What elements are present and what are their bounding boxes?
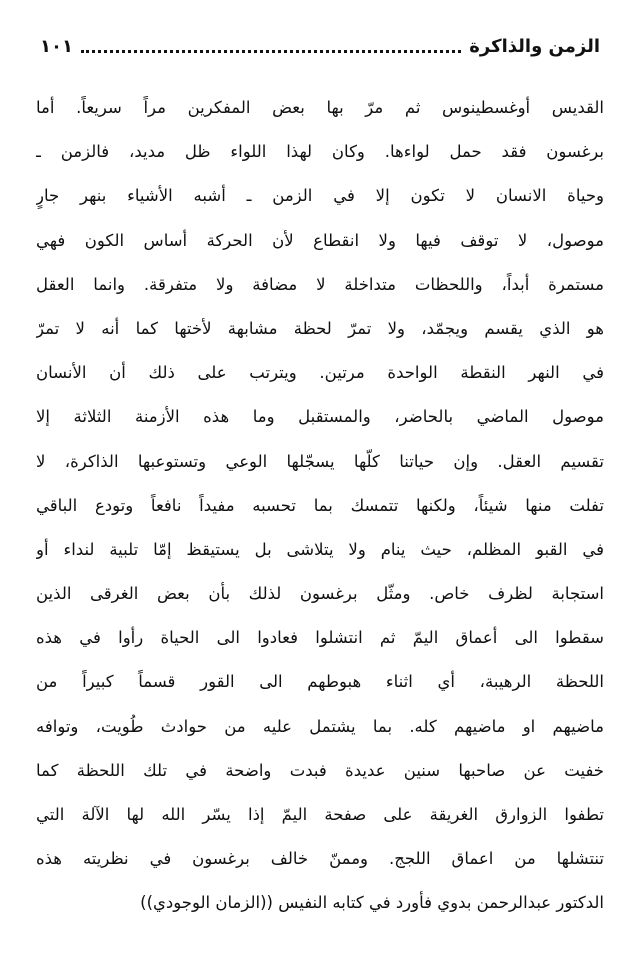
text-line: الدكتور عبدالرحمن بدوي فأورد في كتابه النفيس ((الزمان الوجودي)) (140, 893, 604, 913)
running-header (40, 34, 600, 58)
text-line: اللحظة الرهيبة، أي اثناء هبوطهم الى القور قسماً كبيراً من (36, 672, 604, 692)
header-dot-leader (81, 40, 461, 53)
text-line: تفلت منها شيئاً، ولكنها تتمسك بما تحسبه مفيداً نافعاً وتودع الباقي (36, 495, 604, 515)
text-line: تنتشلها من اعماق اللجج. وممنّ خالف برغسون في نظريته هذه (36, 849, 604, 869)
text-line: القديس أوغسطينوس ثم مرّ بها بعض المفكرين مراً سريعاً. أما (36, 98, 604, 117)
text-line: تطفوا الزوارق الغريقة على صفحة اليمّ إذا يسّر الله لها الآلة التي (36, 805, 604, 824)
text-line: في القبو المظلم، حيث ينام ولا يتلاشى بل يستيقظ إمّا تلبية لنداء أو (36, 539, 604, 559)
text-line: مستمرة أبداً، واللحظات متداخلة لا مضافة ولا متفرقة. وانما العقل (36, 274, 604, 294)
text-line: هو الذي يقسم ويجمّد، ولا تمرّ لحظة مشابهة لأختها كما أنه لا تمرّ (36, 318, 604, 338)
text-line: تقسيم العقل. وإن حياتنا كلّها يسجّلها الوعي وتستوعبها الذاكرة، لا (36, 451, 604, 471)
text-line: سقطوا الى أعماق اليمّ ثم انتشلوا فعادوا الى الحياة رأوا في هذه (36, 628, 604, 648)
body-text (36, 86, 604, 926)
text-line: وحياة الانسان لا تكون إلا في الزمن ـ أشبه الأشياء بنهر جارٍ (36, 186, 604, 206)
page-number: ١٠١ (40, 35, 73, 57)
header-title: الزمن والذاكرة (469, 35, 600, 57)
text-line: برغسون فقد حمل لواءها. وكان لهذا اللواء ظل مديد، فالزمن ـ (36, 142, 604, 162)
text-line: ماضيهم او ماضيهم كله. بما يشتمل عليه من حوادث طُويت، وتوافه (36, 716, 604, 736)
text-line: استجابة لظرف خاص. ومثّل برغسون لذلك بأن بعض الغرقى الذين (36, 584, 604, 604)
text-line: موصول، لا توقف فيها ولا انقطاع لأن الحركة أساس الكون فهي (36, 230, 604, 250)
text-line: في النهر النقطة الواحدة مرتين. ويترتب على ذلك أن الأنسان (36, 363, 604, 383)
text-line: موصول الماضي بالحاضر، والمستقبل وما هذه الأزمنة الثلاثة إلا (36, 407, 604, 427)
text-line: خفيت عن صاحبها سنين عديدة فبدت واضحة في تلك اللحظة كما (36, 760, 604, 780)
